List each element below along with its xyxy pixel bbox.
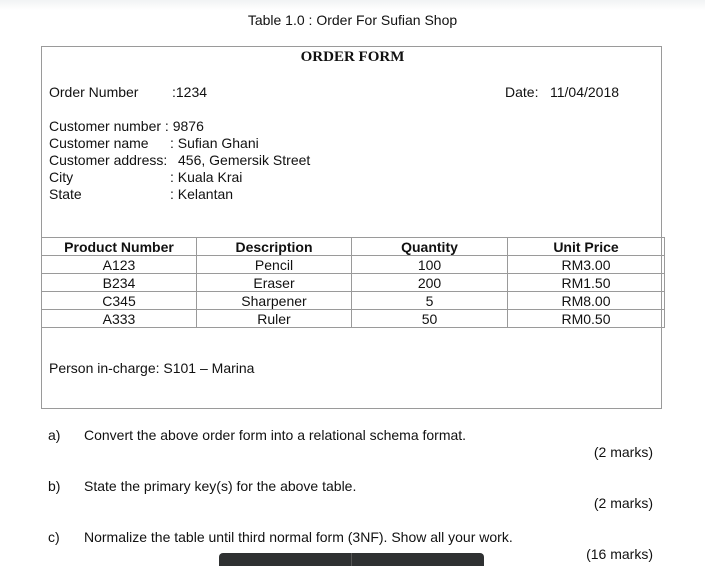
order-number-value: :1234 [172,84,208,100]
unit-price-cell: RM0.50 [508,310,665,328]
quantity-cell: 100 [352,256,508,274]
viewer-toolbar[interactable] [219,553,484,566]
product-number-cell: A333 [42,310,197,328]
city-value: : Kuala Krai [170,169,243,185]
question-b-marks: (2 marks) [593,495,653,511]
table-row [42,274,665,292]
description-cell: Eraser [197,274,352,292]
product-number-cell: A123 [42,256,197,274]
question-c-text: Normalize the table until third normal form (3NF). Show all your work. [84,529,513,545]
customer-name-value: : Sufian Ghani [170,135,259,151]
question-b-text: State the primary key(s) for the above table. [84,478,357,494]
date-value: 11/04/2018 [550,84,620,100]
question-a-letter: a) [48,427,61,443]
quantity-cell: 50 [352,310,508,328]
quantity-cell: 200 [352,274,508,292]
state-label: State [49,186,82,202]
person-in-charge: Person in-charge: S101 – Marina [49,360,255,376]
description-cell: Sharpener [197,292,352,310]
table-header-row [42,238,665,256]
column-header: Product Number [42,238,197,256]
product-number-cell: B234 [42,274,197,292]
customer-address-value: 456, Gemersik Street [178,152,311,168]
product-number-cell: C345 [42,292,197,310]
question-c-marks: (16 marks) [586,546,653,562]
table-row [42,256,665,274]
product-table [41,237,665,328]
form-title: ORDER FORM [300,49,405,65]
viewer-top-bar [0,0,705,10]
customer-address-label: Customer address: [49,152,168,168]
order-form [41,46,662,409]
date-label: Date: [505,84,539,100]
state-value: : Kelantan [170,186,234,202]
table-row [42,292,665,310]
order-number-label: Order Number [49,84,139,100]
question-c-letter: c) [48,529,60,545]
customer-name-label: Customer name [49,135,149,151]
column-header: Description [197,238,352,256]
description-cell: Pencil [197,256,352,274]
column-header: Unit Price [508,238,665,256]
table-caption: Table 1.0 : Order For Sufian Shop [247,12,458,28]
question-a-text: Convert the above order form into a relational schema format. [84,427,467,443]
question-a-marks: (2 marks) [593,444,653,460]
table-row [42,310,665,328]
description-cell: Ruler [197,310,352,328]
viewer-toolbar-left[interactable] [219,553,351,566]
unit-price-cell: RM1.50 [508,274,665,292]
viewer-toolbar-right[interactable] [352,553,484,566]
city-label: City [49,169,74,185]
quantity-cell: 5 [352,292,508,310]
customer-number: Customer number : 9876 [49,118,204,134]
question-b-letter: b) [48,478,61,494]
column-header: Quantity [352,238,508,256]
unit-price-cell: RM3.00 [508,256,665,274]
unit-price-cell: RM8.00 [508,292,665,310]
